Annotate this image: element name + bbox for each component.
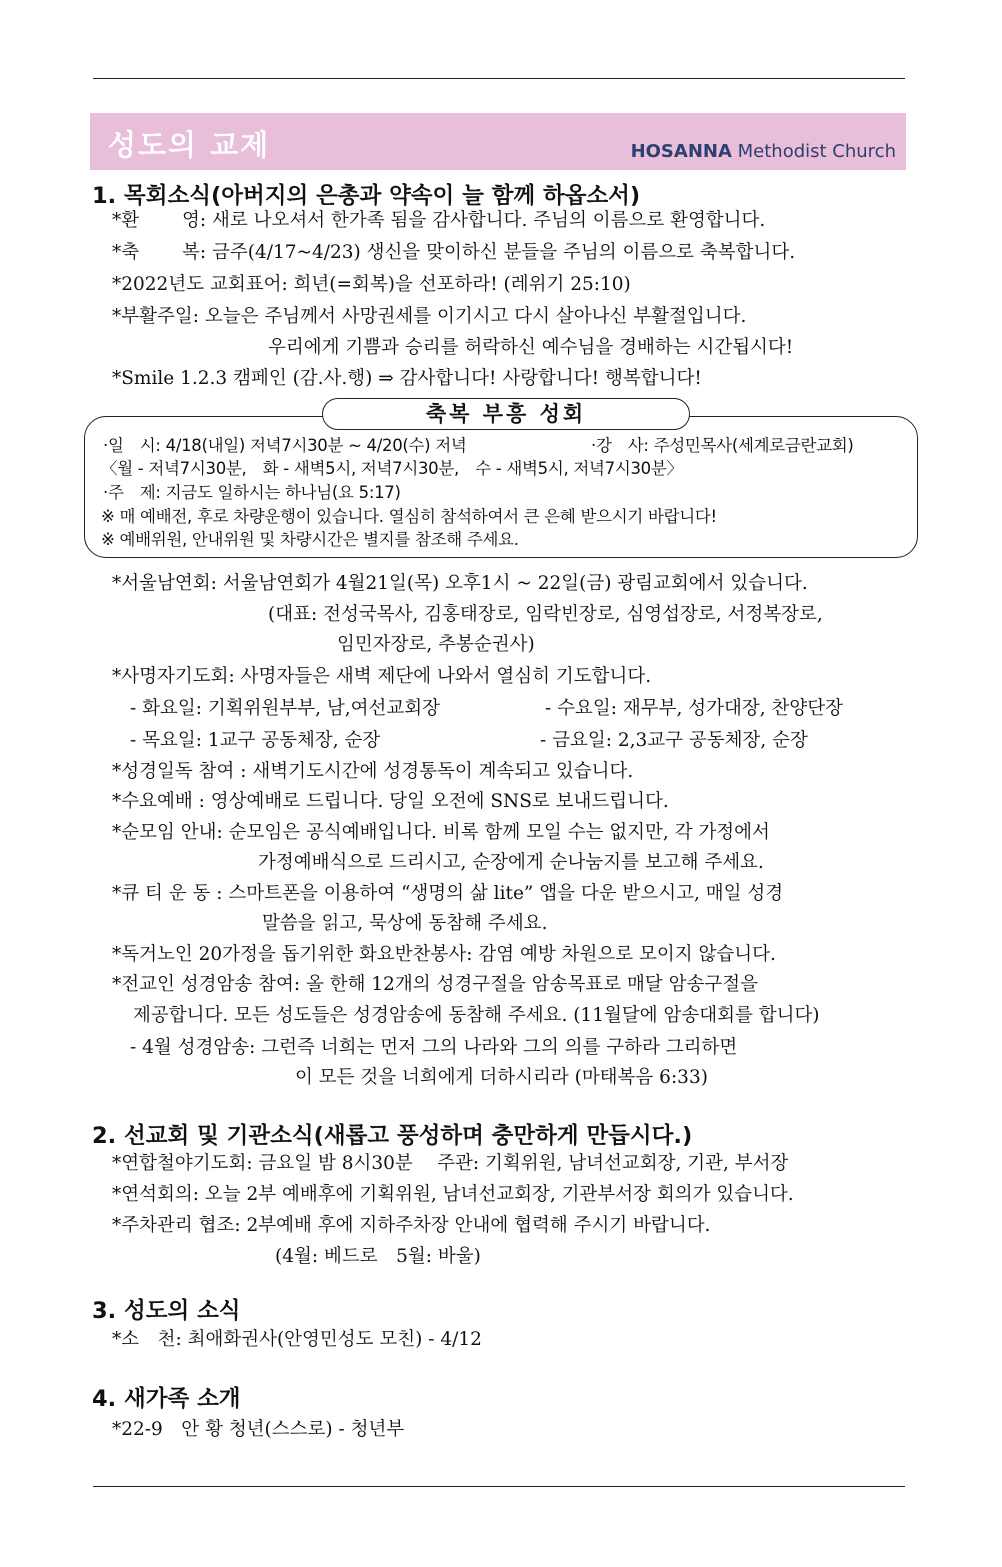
news-seoul-reps-cont: 임민자장로, 추봉순권사)	[337, 634, 535, 655]
news-seoul-reps: (대표: 전성국목사, 김홍태장로, 임락빈장로, 심영섭장로, 서정복장로,	[268, 604, 823, 625]
news-bible-reading: *성경일독 참여 : 새벽기도시간에 성경통독이 계속되고 있습니다.	[112, 761, 634, 782]
mission-parking: *주차관리 협조: 2부예배 후에 지하주차장 안내에 협력해 주시기 바랍니다.	[112, 1215, 711, 1236]
section-heading-2: 2. 선교회 및 기관소식(새롭고 풍성하며 충만하게 만듭시다.)	[92, 1123, 693, 1149]
news-memorization-verse-cont: 이 모든 것을 너희에게 더하시리라 (마태복음 6:33)	[295, 1067, 708, 1088]
news-motto: *2022년도 교회표어: 희년(=회복)을 선포하라! (레위기 25:10)	[112, 274, 631, 295]
prayer-wednesday: - 수요일: 재무부, 성가대장, 찬양단장	[545, 698, 843, 719]
news-cell: *순모임 안내: 순모임은 공식예배입니다. 비록 함께 모일 수는 없지만, 각 가정에서	[112, 822, 770, 843]
news-welcome: *환 영: 새로 나오셔서 한가족 됨을 감사합니다. 주님의 이름으로 환영합니다.	[112, 210, 766, 231]
prayer-tuesday: - 화요일: 기획위원부부, 남,여선교회장	[130, 698, 440, 719]
news-seoul: *서울남연회: 서울남연회가 4월21일(목) 오후1시 ~ 22일(금) 광림교회에서 있습니다.	[112, 573, 808, 594]
news-memorization-cont: 제공합니다. 모든 성도들은 성경암송에 동참해 주세요. (11월달에 암송대회를 합니다)	[133, 1005, 820, 1026]
mission-allnight: *연합철야기도회: 금요일 밤 8시30분 주관: 기획위원, 남녀선교회장, 기관, 부서장	[112, 1153, 789, 1174]
news-smile: *Smile 1.2.3 캠페인 (감.사.행) ⇒ 감사합니다! 사랑합니다! 행복합니다!	[112, 368, 702, 389]
news-wednesday-service: *수요예배 : 영상예배로 드립니다. 당일 오전에 SNS로 보내드립니다.	[112, 791, 669, 812]
revival-note-1: ※ 매 예배전, 후로 차량운행이 있습니다. 열심히 참석하여서 큰 은혜 받으시기 바랍니다!	[101, 507, 717, 526]
news-easter: *부활주일: 오늘은 주님께서 사망권세를 이기시고 다시 살아나신 부활절입니다.	[112, 306, 747, 327]
revival-theme: ·주 제: 지금도 일하시는 하나님(요 5:17)	[103, 483, 401, 502]
news-memorization: *전교인 성경암송 참여: 올 한해 12개의 성경구절을 암송목표로 매달 암송구절을	[112, 974, 758, 995]
revival-date: ·일 시: 4/18(내일) 저녁7시30분 ~ 4/20(수) 저녁	[103, 436, 467, 455]
news-cell-cont: 가정예배식으로 드리시고, 순장에게 순나눔지를 보고해 주세요.	[258, 852, 764, 873]
section-banner	[90, 113, 906, 170]
page-title: 성도의 교제	[108, 128, 271, 162]
news-elderly: *독거노인 20가정을 돕기위한 화요반찬봉사: 감염 예방 차원으로 모이지 않습니다.	[112, 944, 776, 965]
news-memorization-verse: - 4월 성경암송: 그런즉 너희는 먼저 그의 나라와 그의 의를 구하라 그리하면	[130, 1037, 738, 1058]
new-family-item: *22-9 안 황 청년(스스로) - 청년부	[112, 1419, 405, 1440]
church-name	[631, 141, 896, 162]
section-heading-3: 3. 성도의 소식	[92, 1298, 241, 1324]
news-blessing: *축 복: 금주(4/17~4/23) 생신을 맞이하신 분들을 주님의 이름으로 축복합니다.	[112, 242, 796, 263]
section-heading-1: 1. 목회소식(아버지의 은총과 약속이 늘 함께 하옵소서)	[92, 183, 641, 209]
member-death: *소 천: 최애화권사(안영민성도 모친) - 4/12	[112, 1329, 482, 1350]
prayer-friday: - 금요일: 2,3교구 공동체장, 순장	[540, 730, 808, 751]
news-easter-cont: 우리에게 기쁨과 승리를 허락하신 예수님을 경배하는 시간됩시다!	[268, 337, 794, 358]
top-rule	[93, 78, 905, 79]
church-name-rest: Methodist Church	[737, 141, 896, 162]
mission-committee: *연석회의: 오늘 2부 예배후에 기획위원, 남녀선교회장, 기관부서장 회의가 있습니다.	[112, 1184, 794, 1205]
revival-speaker: ·강 사: 주성민목사(세계로금란교회)	[591, 436, 854, 455]
news-qt: *큐 티 운 동 : 스마트폰을 이용하여 “생명의 삶 lite” 앱을 다운 받으시고, 매일 성경	[112, 883, 784, 904]
mission-parking-cont: (4월: 베드로 5월: 바울)	[275, 1246, 481, 1267]
revival-title: 축복 부흥 성회	[322, 398, 690, 430]
bottom-rule	[93, 1486, 905, 1487]
news-prayer: *사명자기도회: 사명자들은 새벽 제단에 나와서 열심히 기도합니다.	[112, 666, 652, 687]
revival-note-2: ※ 예배위원, 안내위원 및 차량시간은 별지를 참조해 주세요.	[101, 530, 519, 549]
section-heading-4: 4. 새가족 소개	[92, 1386, 241, 1412]
prayer-thursday: - 목요일: 1교구 공동체장, 순장	[130, 730, 381, 751]
revival-schedule: 〈월 - 저녁7시30분, 화 - 새벽5시, 저녁7시30분, 수 - 새벽5시, 저녁7시30분〉	[101, 459, 683, 478]
church-name-bold: HOSANNA	[630, 141, 732, 162]
news-qt-cont: 말씀을 읽고, 묵상에 동참해 주세요.	[262, 913, 548, 934]
